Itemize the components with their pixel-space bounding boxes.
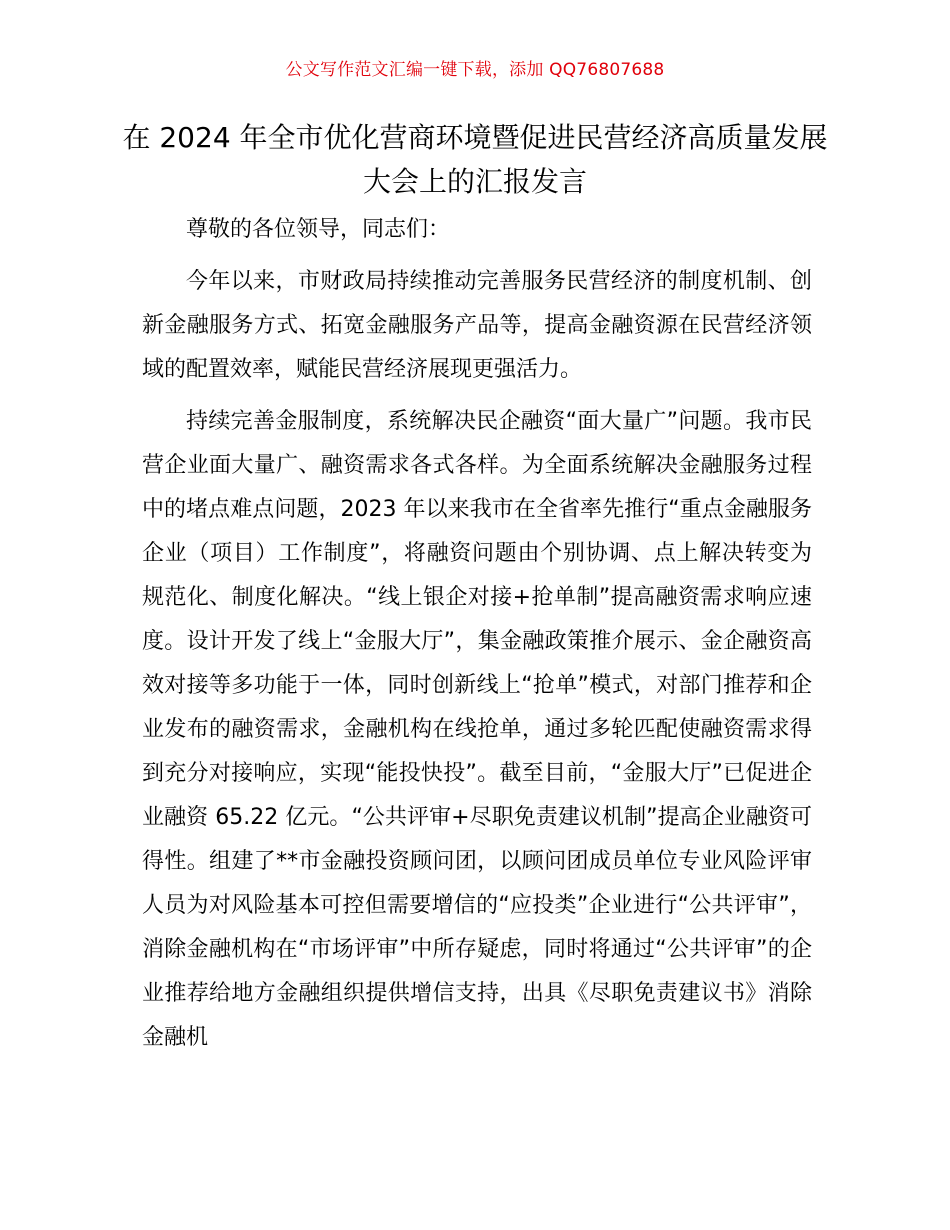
paragraph-2: 持续完善金服制度，系统解决民企融资“面大量广”问题。我市民营企业面大量广、融资需求各式各样。为全面系统解决金融服务过程中的堵点难点问题，2023 年以来我市在全省率先推行“重点金融服务企业（项目）工作制度”，将融资问题由个别协调、点上解决转变为规范化、制度化解决。“线上银企对接+抢单制”提高融资需求响应速度。设计开发了线上“金服大厅”，集金融政策推介展示、金企融资高效对接等多功能于一体，同时创新线上“抢单”模式，对部门推荐和企业发布的融资需求，金融机构在线抢单，通过多轮匹配使融资需求得到充分对接响应，实现“能投快投”。截至目前，“金服大厅”已促进企业融资 65.22 亿元。“公共评审+尽职免责建议机制”提高企业融资可得性。组建了**市金融投资顾问团，以顾问团成员单位专业风险评审人员为对风险基本可控但需要增信的“应投类”企业进行“公共评审”，消除金融机构在“市场评审”中所存疑虑，同时将通过“公共评审”的企业推荐给地方金融组织提供增信支持，出具《尽职免责建议书》消除金融机 [142,409,812,1050]
greeting: 尊敬的各位领导，同志们： [186,217,451,242]
document-title: 在 2024 年全市优化营商环境暨促进民营经济高质量发展大会上的汇报发言 [122,121,828,198]
document-body [142,208,812,1068]
paragraph-1: 今年以来，市财政局持续推动完善服务民营经济的制度机制、创新金融服务方式、拓宽金融服务产品等，提高金融资源在民营经济领域的配置效率，赋能民营经济展现更强活力。 [142,269,812,382]
download-banner: 公文写作范文汇编一键下载，添加 QQ76807688 [285,60,665,80]
